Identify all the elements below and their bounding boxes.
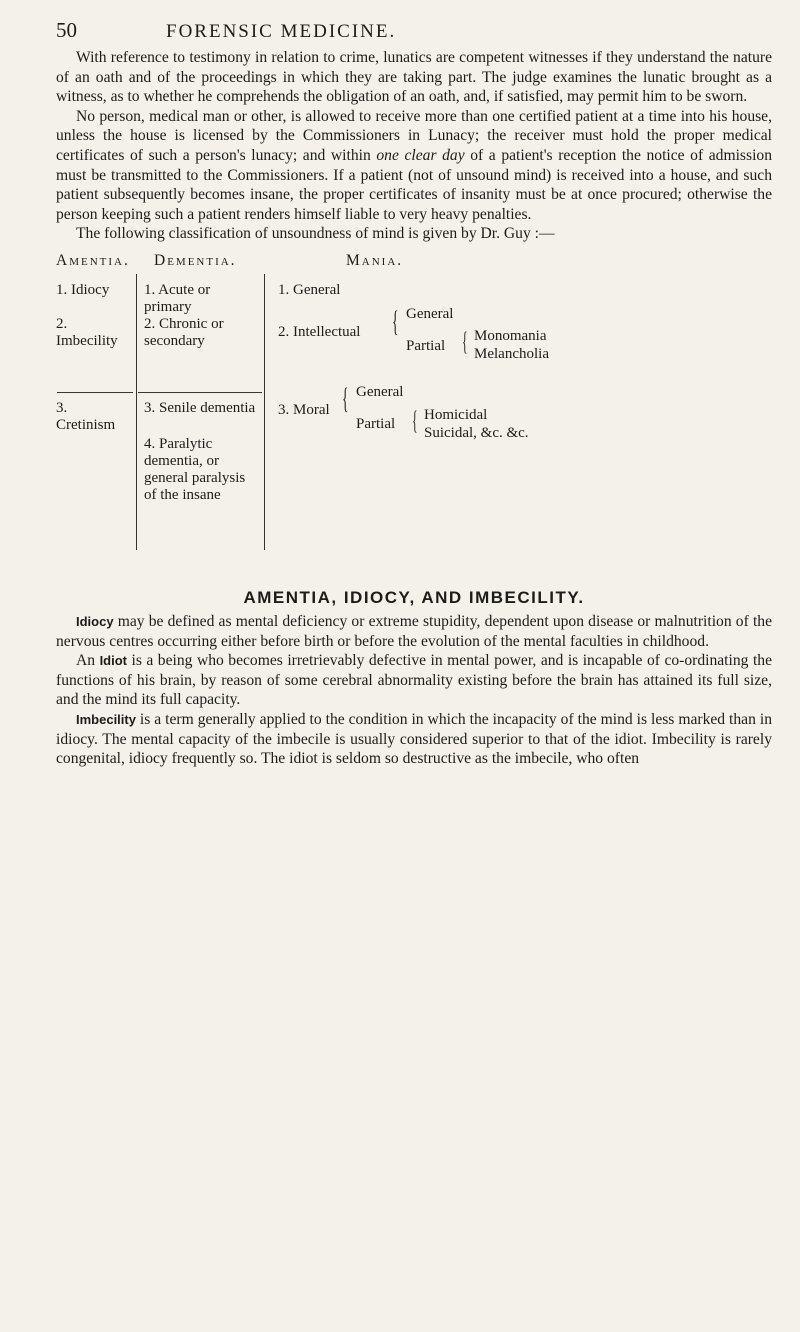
paragraph-lunatic-witnesses: With reference to testimony in relation to crime, lunatics are competent witnesses if they understand the nature of an oath and of the proceedings in which they are taking part. The judge examines the lunatic brought as a witness, as to whether he comprehends the obligation of an oath, and, if satisfied, may permit him to be sworn. xyxy=(56,49,772,106)
section-heading: AMENTIA, IDIOCY, AND IMBECILITY. xyxy=(243,587,585,607)
paragraph-licensing: No person, medical man or other, is allowed to receive more than one certified patient at a time into his house, unless the house is licensed by the Commissioners in Lunacy; the receiver must hold the proper medical certificates of such a person's lunacy; and within one clear day of a patient's reception the notice of admission must be transmitted to the Commissioners. If a patient (not of unsound mind) is received into a house, and such patient subsequently becomes insane, the proper certificates of insanity must be at once procured; otherwise the person keeping such a patient renders himself liable to very heavy penalties. xyxy=(56,107,772,223)
intellectual-general: General xyxy=(406,305,454,322)
paragraph-idiot: An Idiot is a being who becomes irretrievably defective in mental power, and is incapable of co-ordinating the functions of his brain, by reason of some cerebral abnormality existing before the brain has attained its full size, and the mind its full capacity. xyxy=(56,652,772,709)
row-divider xyxy=(138,392,262,393)
amentia-item-imbecility: 2. Imbecility xyxy=(56,315,118,349)
brace-glyph: { xyxy=(342,381,349,415)
intellectual-partial: Partial xyxy=(406,337,446,354)
classification-table xyxy=(56,252,772,582)
moral-general: General xyxy=(356,383,404,400)
column-divider xyxy=(264,274,265,550)
page-header xyxy=(56,18,772,48)
brace-glyph: { xyxy=(462,326,468,356)
amentia-item-idiocy: 1. Idiocy xyxy=(56,281,110,298)
running-title: FORENSIC MEDICINE. xyxy=(166,21,397,42)
dementia-item-paralytic: 4. Paralytic dementia, or general paralysis of the insane xyxy=(144,435,246,503)
mania-monomania: Monomania xyxy=(474,327,547,344)
brace-glyph: { xyxy=(412,405,418,435)
mania-item-general: 1. General xyxy=(278,281,341,298)
term-idiocy: Idiocy xyxy=(76,613,114,629)
mania-homicidal: Homicidal xyxy=(424,406,488,423)
paragraph-idiocy: Idiocy may be defined as mental deficiency or extreme stupidity, dependent upon disease or malnutrition of the nervous centres occurring either before birth or before the evolution of the mental faculties in childhood. xyxy=(56,612,772,650)
mania-suicidal: Suicidal, &c. &c. xyxy=(424,424,529,441)
brace-glyph: { xyxy=(392,304,399,338)
amentia-item-cretinism: 3. Cretinism xyxy=(56,399,116,433)
header-mania: Mania. xyxy=(346,251,404,269)
dementia-item-chronic: 2. Chronic or secondary xyxy=(144,315,224,349)
book-page xyxy=(56,18,772,769)
mania-melancholia: Melancholia xyxy=(474,345,549,362)
row-divider xyxy=(57,392,133,393)
moral-partial: Partial xyxy=(356,415,396,432)
term-imbecility: Imbecility xyxy=(76,711,136,727)
paragraph-imbecility: Imbecility is a term generally applied to the condition in which the incapacity of the mind is less marked than in idiocy. The mental capacity of the imbecile is usually considered superior to that of the idiot. Imbecility is rarely congenital, idiocy frequently so. The idiot is seldom so destructive as the imbecile, who often xyxy=(56,710,772,768)
italic-phrase: one clear day xyxy=(376,146,465,164)
mania-item-intellectual: 2. Intellectual xyxy=(278,323,361,340)
header-amentia: Amentia. xyxy=(56,251,130,269)
paragraph-classification-intro: The following classification of unsoundness of mind is given by Dr. Guy :— xyxy=(76,225,555,243)
term-idiot: Idiot xyxy=(99,653,127,669)
dementia-item-senile: 3. Senile dementia xyxy=(144,399,256,416)
column-divider xyxy=(136,274,137,550)
header-dementia: Dementia. xyxy=(154,251,237,269)
page-number: 50 xyxy=(56,18,77,42)
dementia-item-acute: 1. Acute or primary xyxy=(144,281,211,315)
mania-item-moral: 3. Moral xyxy=(278,401,330,418)
